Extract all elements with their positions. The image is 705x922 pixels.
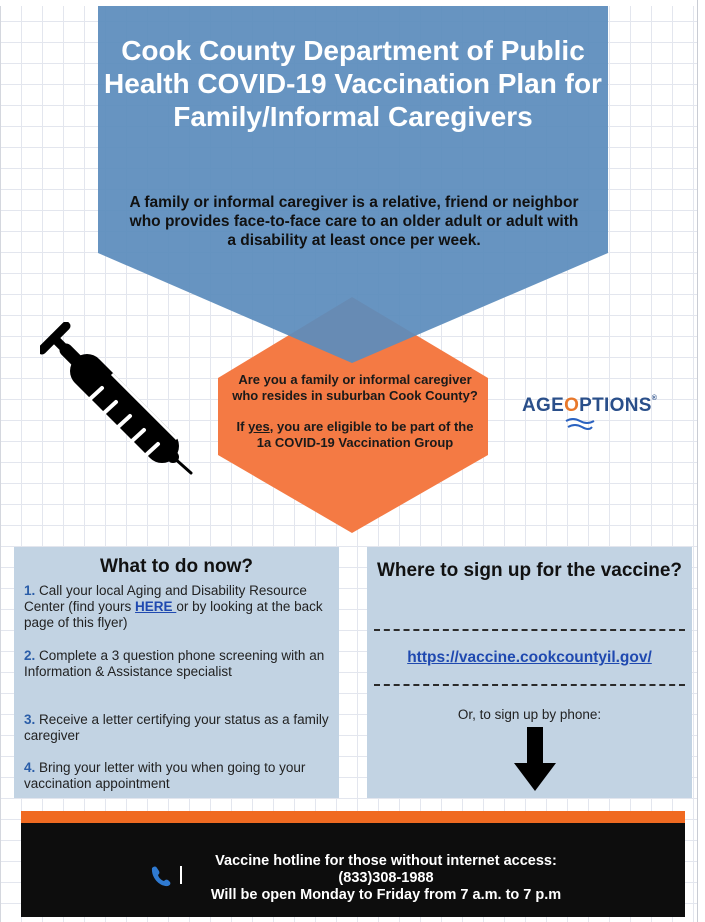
what-to-do-heading: What to do now? [99, 556, 253, 577]
divider-top [374, 629, 685, 631]
sign-up-panel [367, 547, 692, 798]
logo-wave-icon [522, 393, 657, 439]
down-arrow-icon [514, 727, 556, 791]
caregiver-definition: A family or informal caregiver is a relative, friend or neighbor who provides face-to-face care to an older adult or adult with a disability at least once per week. [129, 194, 579, 249]
hotline-text [191, 853, 581, 904]
step-1: 1. Call your local Aging and Disability Resource Center (find yours HERE or by looking at the back page of this flyer) [24, 583, 323, 630]
eligibility-question: Are you a family or informal caregiver who resides in suburban Cook County? [232, 372, 478, 403]
syringe-icon [40, 322, 195, 477]
yes-word: yes [248, 419, 270, 434]
phone-separator [180, 866, 182, 884]
divider-bottom [374, 684, 685, 686]
hotline-number[interactable]: (833)308-1988 [338, 870, 434, 886]
here-link[interactable]: HERE [135, 599, 177, 614]
vaccine-url-link[interactable]: https://vaccine.cookcountyil.gov/ [407, 649, 652, 666]
frame-right-edge [697, 0, 705, 922]
step-4: 4. Bring your letter with you when going to your vaccination appointment [24, 760, 306, 791]
hotline-hours: Will be open Monday to Friday from 7 a.m. to 7 p.m [210, 887, 562, 903]
eligibility-hexagon [232, 372, 478, 450]
what-to-do-panel [14, 547, 339, 798]
page-title: Cook County Department of Public Health COVID-19 Vaccination Plan for Family/Informal Caregivers [104, 35, 602, 132]
hotline-bar [21, 811, 685, 917]
phone-signup-label: Or, to sign up by phone: [457, 707, 602, 722]
eligibility-answer: If yes, you are eligible to be part of the 1a COVID-19 Vaccination Group [236, 419, 474, 450]
step-3: 3. Receive a letter certifying your status as a family caregiver [24, 712, 329, 743]
sign-up-heading: Where to sign up for the vaccine? [376, 560, 683, 581]
step-2: 2. Complete a 3 question phone screening with an Information & Assistance specialist [24, 648, 325, 679]
hotline-intro: Vaccine hotline for those without internet access: [215, 853, 557, 869]
ageoptions-logo: AGEOPTIONS® [522, 393, 657, 439]
phone-icon [149, 865, 173, 887]
